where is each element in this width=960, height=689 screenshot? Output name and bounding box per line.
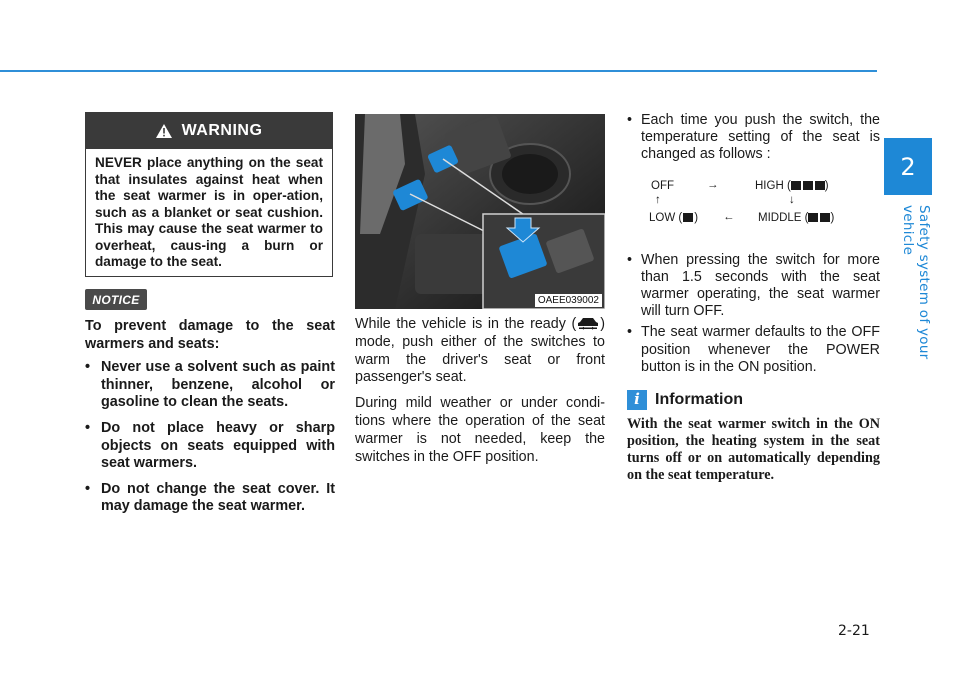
seq-arrow-left: ←: [723, 210, 735, 223]
seq-low-close: ): [694, 211, 699, 224]
warning-header: [86, 113, 332, 149]
ready-para-start: While the vehicle is in the ready (: [355, 316, 577, 332]
seq-low-label: LOW (: [649, 211, 683, 224]
seat-warmer-switch-photo: [355, 114, 605, 309]
seq-off: OFF: [651, 179, 674, 192]
seq-middle: [758, 210, 834, 227]
information-header: [627, 390, 880, 410]
notice-bullet: • Never use a solvent such as paint thinner, benzene, alcohol or gasoline to clean the seats.: [85, 359, 335, 412]
seq-low: [649, 210, 698, 227]
ready-para-end: ) mode, push either of the switches to warm the driver's seat or front passenger's seat.: [355, 316, 605, 386]
long-press-bullet: • When pressing the switch for more than 1.5 seconds with the seat warmer operating, the seat warmer will turn OFF.: [627, 252, 880, 321]
seq-arrow-down: ↓: [789, 193, 795, 206]
chapter-number-tab: 2: [884, 138, 932, 195]
notice-badge: NOTICE: [85, 289, 147, 310]
warning-title: WARNING: [181, 122, 263, 139]
seq-high-close: ): [824, 179, 829, 192]
switch-sequence-bullet: • Each time you push the switch, the temperature setting of the seat is changed as follows :: [627, 112, 880, 164]
heat-level-1-icon: [682, 212, 694, 223]
information-title: Information: [655, 391, 743, 409]
warning-box: [85, 112, 333, 277]
mild-weather-paragraph: During mild weather or under condi-tions where the operation of the seat warmer is not needed, keep the switches in the OFF position.: [355, 395, 605, 465]
default-off-bullet: • The seat warmer defaults to the OFF position whenever the POWER button is in the ON position.: [627, 324, 880, 376]
seq-middle-close: ): [830, 211, 835, 224]
seq-arrow-right: →: [707, 178, 719, 191]
notice-intro: To prevent damage to the seat warmers and seats:: [85, 318, 335, 352]
header-rule: [0, 70, 877, 72]
warning-text: NEVER place anything on the seat that insulates against heat when the seat warmer is in oper-ation, such as a blanket or seat cushion. This may cause the seat warmer to overheat, caus-ing a burn or damage to the seat.: [95, 155, 323, 269]
information-icon: i: [627, 390, 647, 410]
right-column: [627, 112, 880, 484]
notice-bullet: • Do not change the seat cover. It may damage the seat warmer.: [85, 481, 335, 516]
ready-car-icon: [576, 316, 600, 330]
temperature-sequence: [627, 178, 880, 242]
seq-arrow-up: ↑: [655, 193, 661, 206]
figure-code: OAEE039002: [535, 294, 602, 307]
information-text: With the seat warmer switch in the ON position, the heating system in the seat turns off or on automatically depending on the seat temperature.: [627, 416, 880, 484]
console-illustration: [355, 114, 605, 309]
ready-mode-paragraph: [355, 316, 605, 387]
heat-level-2-icon: [808, 212, 830, 223]
seq-high-label: HIGH (: [755, 179, 791, 192]
heat-level-3-icon: [791, 180, 825, 191]
seq-middle-label: MIDDLE (: [758, 211, 809, 224]
notice-section: [85, 318, 335, 524]
middle-column: [355, 316, 605, 474]
notice-bullet: • Do not place heavy or sharp objects on seats equipped with seat warmers.: [85, 420, 335, 473]
warning-triangle-icon: [156, 124, 172, 138]
chapter-title: Safety system of your vehicle: [900, 205, 932, 360]
page-number: 2-21: [838, 623, 870, 639]
